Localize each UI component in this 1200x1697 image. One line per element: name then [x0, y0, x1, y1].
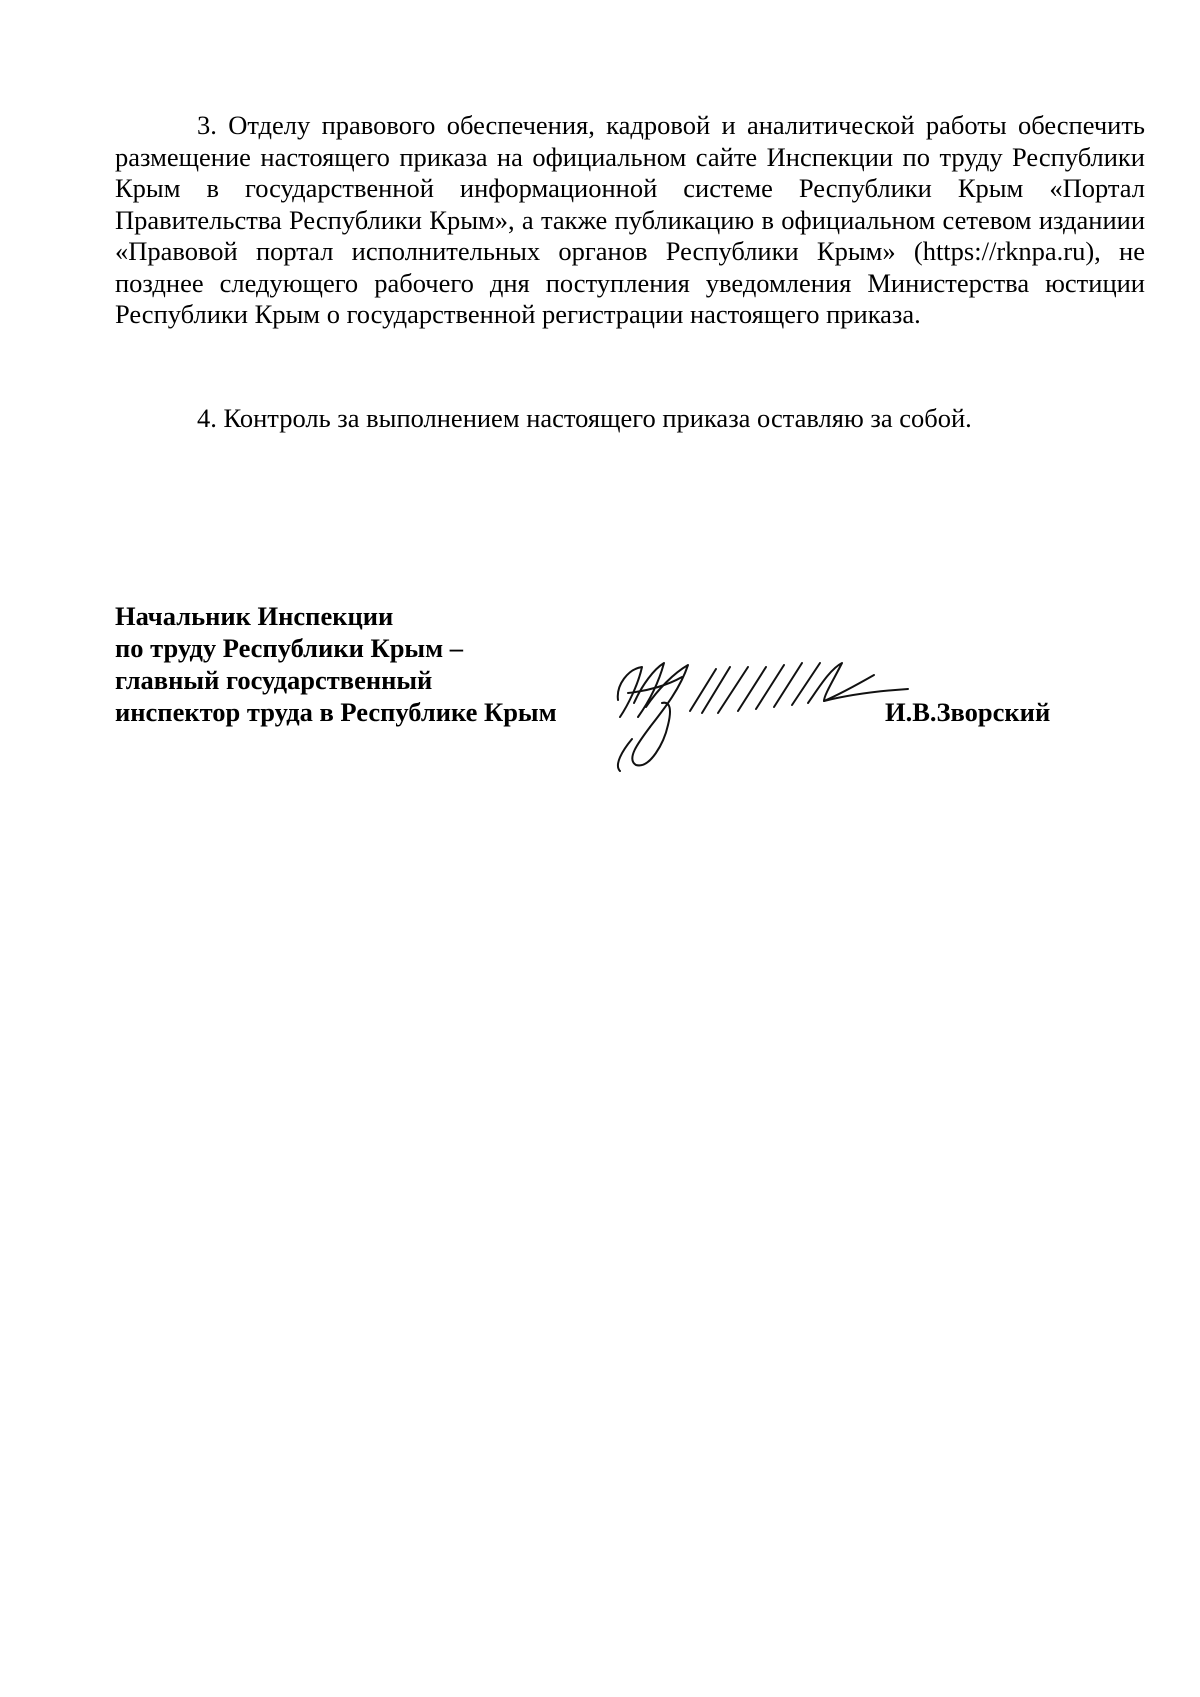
position-line-4: инспектор труда в Республике Крым [115, 697, 557, 727]
paragraph-3: 3. Отделу правового обеспечения, кадровой и аналитической работы обеспечить размещение настоящего приказа на официальном сайте Инспекции по труду Республики Крым в государственной информационной системе Республики Крым «Портал Правительства Республики Крым», а также публикацию в официальном сетевом изданиии «Правовой портал исполнительных органов Республики Крым» (https://rknpa.ru), не позднее следующего рабочего дня поступления уведомления Министерства юстиции Республики Крым о государственной регистрации настоящего приказа. [115, 110, 1145, 329]
position-line-1: Начальник Инспекции [115, 601, 394, 631]
signature-position-block [115, 600, 557, 728]
paragraph-4: 4. Контроль за выполнением настоящего приказа оставляю за собой. [197, 403, 972, 433]
signer-name: И.В.Зворский [885, 697, 1051, 727]
position-line-3: главный государственный [115, 665, 433, 695]
position-line-2: по труду Республики Крым – [115, 633, 464, 663]
